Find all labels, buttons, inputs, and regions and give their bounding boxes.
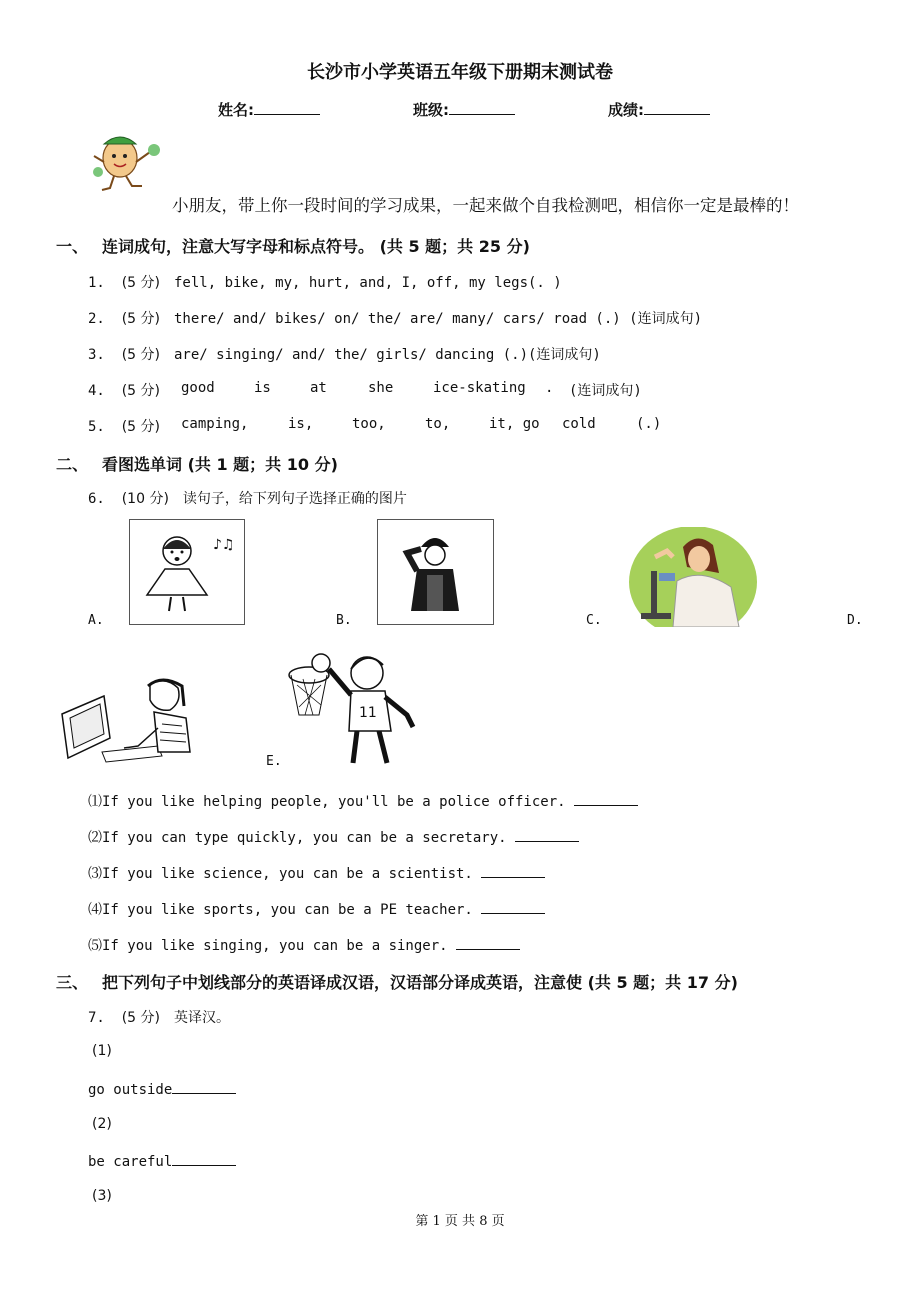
option-a-singer-image [129, 519, 245, 625]
q5-word: too, [352, 416, 386, 432]
option-b-letter: B. [336, 613, 352, 628]
part-1-label: (1) [92, 1043, 112, 1059]
question-7-number: 7. [88, 1010, 105, 1026]
question-7 [88, 1007, 230, 1027]
option-c-scientist-image [627, 527, 759, 627]
question-4-score: (5 分) [121, 383, 160, 399]
part-2 [88, 1152, 236, 1170]
question-1-number: 1. [88, 275, 105, 291]
q4-word: she [368, 380, 394, 396]
page-title: 长沙市小学英语五年级下册期末测试卷 [307, 62, 613, 83]
question-6-score: (10 分) [121, 491, 169, 507]
option-d-letter: D. [847, 613, 863, 628]
name-field[interactable] [218, 99, 320, 120]
option-b-police-image [377, 519, 494, 625]
section-3-title: 把下列句子中划线部分的英语译成汉语，汉语部分译成英语，注意使 (共 5 题；共 17 分) [102, 973, 738, 992]
q4-word: ice-skating [433, 380, 526, 396]
question-2-number: 2. [88, 311, 105, 327]
sentence-1-text: ⑴If you like helping people, you'll be a police officer. [88, 794, 566, 810]
question-1 [88, 272, 562, 292]
class-blank[interactable] [449, 100, 515, 115]
part-1-answer-blank[interactable] [172, 1080, 236, 1094]
part-2-answer-blank[interactable] [172, 1152, 236, 1166]
sentence-4-text: ⑷If you like sports, you can be a PE teacher. [88, 902, 473, 918]
option-d-secretary-image [58, 676, 192, 764]
question-2-score: (5 分) [121, 311, 160, 327]
q5-word: cold [562, 416, 596, 432]
part-1-text: go outside [88, 1082, 173, 1098]
section-1-number: 一、 [56, 237, 89, 256]
sentence-4 [88, 899, 545, 919]
option-e-letter: E. [266, 754, 282, 769]
sentence-4-answer-blank[interactable] [481, 900, 545, 914]
page-footer: 第 1 页 共 8 页 [415, 1214, 505, 1229]
option-c-letter: C. [586, 613, 602, 628]
section-1-heading [56, 234, 530, 257]
option-e-pe-teacher-image [287, 645, 419, 767]
section-2-number: 二、 [56, 455, 89, 474]
question-5-number: 5. [88, 419, 105, 435]
intro-text: 小朋友，带上你一段时间的学习成果，一起来做个自我检测吧，相信你一定是最棒的！ [172, 196, 799, 215]
svg-text:♪♫: ♪♫ [213, 537, 235, 553]
question-3-score: (5 分) [121, 347, 160, 363]
class-label: 班级: [413, 101, 449, 119]
question-3-number: 3. [88, 347, 105, 363]
section-2-heading [56, 452, 338, 475]
question-3 [88, 344, 601, 364]
score-blank[interactable] [644, 100, 710, 115]
question-4-number: 4. [88, 383, 105, 399]
sentence-3-text: ⑶If you like science, you can be a scientist. [88, 866, 473, 882]
question-5-score: (5 分) [121, 419, 160, 435]
question-5 [88, 416, 174, 436]
section-3-number: 三、 [56, 973, 89, 992]
name-label: 姓名: [218, 101, 254, 119]
q4-word: good [181, 380, 215, 396]
section-2-title: 看图选单词 (共 1 题；共 10 分) [102, 455, 338, 474]
q5-word: is, [288, 416, 314, 432]
question-2 [88, 308, 702, 328]
q5-word: (.) [636, 416, 662, 432]
sentence-2 [88, 827, 579, 847]
question-7-score: (5 分) [121, 1010, 160, 1026]
q4-word: (连词成句) [569, 383, 642, 399]
sentence-1-answer-blank[interactable] [574, 792, 638, 806]
q4-word: at [310, 380, 327, 396]
q5-word: it, go [489, 416, 540, 432]
question-6-text: 读句子，给下列句子选择正确的图片 [182, 491, 407, 507]
option-a-letter: A. [88, 613, 104, 628]
question-4 [88, 380, 174, 400]
question-6 [88, 488, 407, 508]
sentence-2-answer-blank[interactable] [515, 828, 579, 842]
mascot-image [92, 132, 168, 194]
score-field[interactable] [608, 99, 710, 120]
class-field[interactable] [413, 99, 515, 120]
sentence-5-text: ⑸If you like singing, you can be a singer. [88, 938, 448, 954]
part-3-label: (3) [92, 1188, 112, 1204]
question-7-text: 英译汉。 [174, 1010, 230, 1026]
sentence-5 [88, 935, 520, 955]
q4-word: . [545, 380, 554, 396]
question-1-score: (5 分) [121, 275, 160, 291]
sentence-5-answer-blank[interactable] [456, 936, 520, 950]
part-2-label: (2) [92, 1116, 112, 1132]
sentence-1 [88, 791, 638, 811]
section-3-heading [56, 970, 738, 993]
score-label: 成绩: [608, 101, 644, 119]
section-1-title: 连词成句，注意大写字母和标点符号。 (共 5 题；共 25 分) [102, 237, 530, 256]
q5-word: camping, [181, 416, 249, 432]
sentence-3-answer-blank[interactable] [481, 864, 545, 878]
question-2-text: there/ and/ bikes/ on/ the/ are/ many/ cars/ road (.) (连词成句) [174, 311, 703, 327]
sentence-2-text: ⑵If you can type quickly, you can be a secretary. [88, 830, 507, 846]
question-1-text: fell, bike, my, hurt, and, I, off, my legs(. ) [174, 275, 562, 291]
q5-word: to, [425, 416, 451, 432]
part-2-text: be careful [88, 1154, 173, 1170]
svg-text:11: 11 [359, 705, 377, 721]
q4-word: is [254, 380, 271, 396]
question-3-text: are/ singing/ and/ the/ girls/ dancing (.)(连词成句) [174, 347, 601, 363]
question-6-number: 6. [88, 491, 105, 507]
part-1 [88, 1080, 236, 1098]
name-blank[interactable] [254, 100, 320, 115]
sentence-3 [88, 863, 545, 883]
